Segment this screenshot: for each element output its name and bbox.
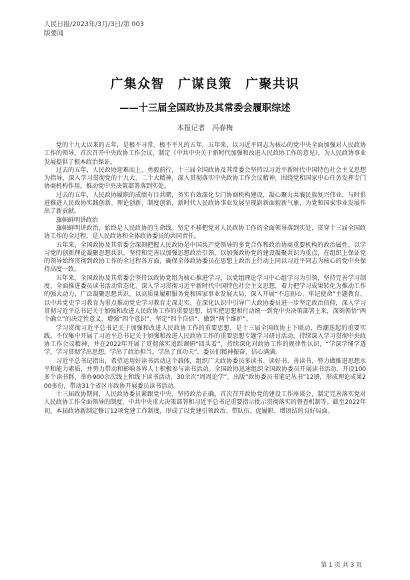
paragraph-8: 学习贯彻习近平总书记关于加强和改进人民政协工作的重要思想，是十三届全国政协上下联动、热潮迭起的重要实践。不仅集中开展了习近平总书记关于加强和改进人民政协工作的重要思想专题学习研讨活动，持续深入学习贯彻中央政协工作会议精神，并在2022年开展了贯彻落实追踪调研“回头看”，持续深化对政协工作的规律性认识，“学深学懂学透学，学习贯彻学出思想，学出了政治担当，学出了真功夫”。委员们精神振奋，信心满满。 — [44, 324, 366, 357]
article-byline: 本报记者 冯春梅 — [177, 124, 233, 132]
meta-line-1: 人民日报/2023年/3月/3日/第 003 — [44, 20, 145, 28]
publication-meta — [44, 20, 366, 38]
meta-line-2: 版要闻 — [44, 29, 64, 37]
section-heading: 旗帜鲜明讲政治 — [56, 216, 99, 224]
paragraph-3: 过去的五年，人民政协履职的成绩有目共睹，务实有效深化专门协商机构建设，凝心聚力共襄民族复兴伟业，与时俱进推进人民政协实践创新、理论创新、制度创新，新时代人民政协事业发展呈现崭新面貌新气象，为党和国家事业发展作出了新贡献。 — [44, 191, 366, 216]
paragraph-1: 党的十九大以来的五年，是极不寻常、极不平凡的五年，五年来，以习近平同志为核心的党中央全面加强对人民政协工作的领导，首次召开中央政协工作会议，制定《中共中央关于新时代加强和改进人民政协工作的意见》，为人民政协事业发展提供了根本政治保证。 — [44, 142, 366, 166]
article-subheadline: ——十三届全国政协及其常委会履职综述 — [119, 103, 291, 114]
article-headline: 广集众智 广谋良策 广聚共识 — [110, 76, 300, 91]
paragraph-5: 旗帜鲜明讲政治，始终是人民政协的生命线。坚定不移把党对人民政协工作的全面领导落到实处，贯穿十三届全国政协工作的全过程，是人民政协和全体政协委员的共同责任。 — [44, 224, 366, 241]
paragraph-10: 十三届政协期间，人民政协委员紧跟党中央，坚持政治正确，首次召开政协党的建设工作座谈会，制定完善落实党对人民政协工作全面领导的制度，中共中央重大决策部署和习近平总书记重要指示批示贯彻落实的督查机制等。截至2022年初，本届政协新制定修订12项党建工作制度，形成了以党建引领政治、带队伍、促履职、增团结的良好局面。 — [44, 390, 366, 415]
page-number: 第 1 页 共 3 页 — [320, 562, 362, 569]
paragraph-9: 习近平总书记指出，希望运用好读书活动这个载体，组织广大政协委员多读书、读好书、善读书，努力做推进思想水平和能力素质，并努力带动和影响各界人士积极参与读书活动。全国政协迅速组织全国政协委员开展读书活动，开设100多个读书群，举办900余次线上和线下读书活动，30余次“周周论学”，出版“政协委员书笔记丛书”12册，形成理论成果200多份，带动31个省区市政协开展委员读书活动。 — [44, 357, 366, 390]
article-body — [44, 142, 366, 416]
paragraph-2: 过去的五年，人民政协迎难而上、勇毅前行，十三届全国政协及其常委会坚持以习近平新时代中国特色社会主义思想为指导，深入学习贯彻党的十九大、二十大精神，深入贯彻落实中央政协工作会议精神，围绕党和国家中心任务发挥专门协商机构作用，推动党中央决策部署落到实处。 — [44, 166, 366, 191]
paragraph-6: 五年来，全国政协及其常委会深刻把握人民政协是中国共产党领导的多党合作和政治协商重要机构的政治属性，以学习党的创新理论凝聚思想共识，坚持和完善以加强思想政治引领，以加强政协党的建设凝聚共识为重点，在组织上保证党的领导始终贯彻到政协工作的全过程各方面，确保全体政协委员在思想上政治上行动上同以习近平同志为核心的党中央保持高度一致。 — [44, 241, 366, 274]
paragraph-7: 五年来，全国政协及其常委会坚持以政协党组为核心推进学习，以党组理论学习中心组学习为引领，坚持完善学习制度，全面推进委员读书活动常态化，深入学习贯彻习近平新时代中国特色社会主义思想，着力把学习成果转化为推动工作的强大动力，广泛凝聚思想共识，以高质量履职服务党和国家事业发展大局，深入开展“不忘初心、牢记使命”主题教育，以中共党史学习教育为重点推动党史学习教育走深走实，在深化认识中引导广大政协委员进一步坚定政治信仰，深入学习贯彻习近平总书记关于加强和改进人民政协工作的重要思想，切实把思想和行动统一到党中央决策部署上来，深刻领悟“两个确立”的决定性意义，增强“四个意识”、坚定“四个自信”、做到“两个维护”。 — [44, 274, 366, 324]
